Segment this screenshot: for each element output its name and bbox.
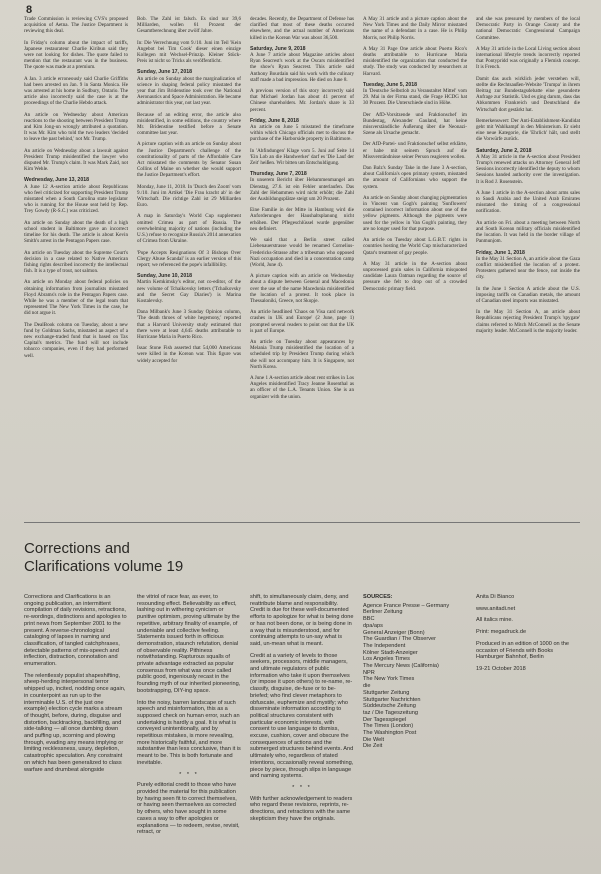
correction-entry: A May 31 article and a picture caption about the New York Times and the Daily Mirror misstated the name of a defendant in a case. He is Philip Morris, not Philip Norris. (363, 16, 467, 41)
correction-entry: In the May 31 Section A, an article about the Gaza conflict misidentified the location of a protest. Protesters gathered near the fence, not inside the city. (476, 255, 580, 281)
correction-entry: Trade Commission is reviewing CVS's proposed acquisition of Aetna. The Justice Department is reviewing this deal. (24, 16, 128, 35)
source-item: dpa/aps (363, 622, 383, 629)
section-break: * * * (292, 784, 312, 791)
correction-entry: Bemerkenswert: Der Anti-Establishment-Kandidat geht mit Wahlkampf in den Ministerium. Er sieht eine neue Kategorie, die 'Ehrlich' hält, und stellt die Vorwürfe zurück. (476, 117, 580, 143)
sources-column (363, 594, 467, 854)
credits-column (476, 594, 580, 854)
intro-column-2 (137, 594, 241, 854)
intro-column-3 (250, 594, 354, 854)
correction-entry: An article on Wednesday about American reactions to the shooting between President Trump and Kim Jong-un wrongly attributed a quotation. It was Mr. Kim who told the two leaders 'decided to leave the past behind,' not Mr. Trump. (24, 111, 128, 143)
source-item: The Times (London) (363, 723, 414, 730)
correction-entry: An article on June 5 misstated the timeframe within which Chicago officials met to discuss the purchase of the Harborside property in Baltimore. (250, 124, 354, 143)
section-title: Corrections and Clarifications volume 19 (24, 540, 184, 575)
column-2 (137, 16, 241, 494)
source-item: taz / Die Tageszeitung (363, 709, 418, 716)
intro-column (24, 594, 128, 854)
correction-entry: Bob. The Zahl ist falsch. Es sind nur 39,6 Milliarden, wollen 61 Prozent der Gesamtberechnung über zwölf Jahre. (137, 16, 241, 35)
source-item: General Anzeiger (Bonn) (363, 629, 425, 636)
intro-paragraph: With further acknowledgement to readers who regard these revisions, reprints, re-directions, and retractions with the same skepticism they have the originals. (250, 795, 353, 822)
correction-date: Sunday, June 10, 2018 (137, 273, 192, 280)
correction-entry: An article on Fri. about a meeting between North and South Korean military officials misidentified the location. It was held in the border village of Panmunjom. (476, 219, 580, 245)
correction-date: Saturday, June 9, 2018 (250, 45, 306, 52)
column-3 (250, 16, 354, 494)
source-item: NPR (363, 669, 375, 676)
correction-entry: In the May 31 Section A, an article about Republicans rejecting President Trump's 'spygate' claims referred to Mitch McConnell as the Senate majority leader. McConnell is the majority leader. (476, 309, 580, 334)
correction-entry: A Jan. 3 article erroneously said Charlie Griffiths had been arrested on Jan. 9 in Santa Monica. He was arrested at his home in Sudbury, Ontario. The article also incorrectly said the case is at the proceedings of the Charlie Hebdo attack. (24, 75, 128, 107)
source-item: Stuttgarter Nachrichten (363, 696, 421, 703)
correction-entry: A June 1 article in the A-section about arms sales to Saudi Arabia and the United Arab Emirates misstated the timing of a congressional notification. (476, 189, 580, 215)
source-item: Süddeutsche Zeitung (363, 703, 416, 710)
credit-line: www.anitadi.net (476, 605, 516, 612)
correction-entry: A previous version of this story incorrectly said that Michael Jordan has about 41 percent of Chinese shareholders. Mr. Jordan's share is 33 percent. (250, 88, 354, 113)
source-item: Los Angeles Times (363, 656, 410, 663)
correction-entry: Monday, June 11, 2018. In 'Durch den Zoom' vom 9./10. Juni im Artikel 'Die Frau kracht ab' in der Wirtschaft. Die richtige Zahl ist 29 Milliarden Euro. (137, 183, 241, 209)
correction-entry: Der AfD-Partei- und Fraktionschef selbst erklärte, er habe mit seinem Spruch auf die Missverständnisse seiner Person reagieren wollen. (363, 141, 467, 160)
source-item: The Independent (363, 642, 406, 649)
correction-entry: A May 31 article in the Local Living section about international lifestyle trends incorrectly reported that Pontypridd was originally a Flemish concept. It is French. (476, 45, 580, 71)
correction-entry: A May 31 Page One article about Puerto Rico's deaths attributable to Hurricane Maria misidentified the organization that conducted the study. The study was conducted by researchers at Harvard. (363, 45, 467, 77)
correction-date: Friday, June 1, 2018 (476, 249, 525, 256)
sources-list (363, 603, 467, 750)
source-item: Stuttgarter Zeitung (363, 689, 410, 696)
intro-paragraph: the vitriol of race fear, as ever, to resounding effect. Believability as effect, lashing out in withering cynicism or punitive optimism, proving ultimate by the repetitive, arbitrary finality of example, of undeniable and collective feeling. Statements issued forth in officious demonstration, staunch refutation, denial of observable reality. Pithiness notwithstanding. Rapturous squalls of private advantage extracted as popular consensus from what was once called public good, ingeniously recast in the founding myth of our inherited pioneering, bootstrapping, DIY-ing space. (137, 594, 241, 694)
source-item: The Mercury News (California) (363, 663, 439, 670)
credit-line: 19-21 October 2018 (476, 665, 526, 672)
intro-paragraph: Credit at a variety of levels to those seekers, processors, middle managers, and ultimate regulators of public information who take it upon themselves (or impose it upon others) to re-name, re-classify, disguise, de-fuse or to be-briefed; who find clever metaphors to obfuscate, euphemize and mystify; who disseminate information according to political structures consistent with particular economic interests, with consent to use language to dismiss, excuse, cushion, cover and obscure the consequences of actions and the submerged structures behind events. And ultimately who, regardless of stated intentions, occasionally reveal something, piece by piece, through slips in language and naming systems. (250, 652, 354, 780)
correction-entry: A June 7 article about Magazine articles about Ryan Seacrest's work at the Oscars misidentified the show's Ryan Seacrest. This article said Anthony Bourdain said his work with the culinary staff made a bad impression. He died on June 8. (250, 52, 354, 83)
correction-entry: An article on Sunday about the death of a high school student in Baltimore gave an incorrect timeline for his death. The article is about Kevin Smith's arrest in the Pentagon Papers case. (24, 219, 128, 245)
correction-entry: An article on Sunday about the marginalization of science in shaping federal policy misstated the year that Jim Bridenstine took over the National Aeronautics and Space Administration. He became administrator this year, not last year. (137, 75, 241, 107)
correction-entry: An article on Tuesday about L.G.B.T. rights in countries hosting the World Cup mischaracterized Qatar's treatment of gay people. (363, 237, 467, 256)
correction-date: Thursday, June 7, 2018 (250, 171, 307, 178)
correction-entry: Issac Stone Fish asserted that 54,000 Americans were killed in the Korean war. This figure was widely accepted for (137, 345, 241, 364)
correction-entry: In Friday's column about the impact of tariffs, Japanese restaurateur Charlie Kiribun said they were not looking for dishes. The quote failed to mention that the restaurant was in the business. The quote was made at a premium. (24, 39, 128, 71)
correction-date: Wednesday, June 13, 2018 (24, 177, 89, 184)
correction-entry: In unserem Bericht über Hebammenmangel am Dienstag, 27.6. ist ein Fehler unterlaufen. Das Zahl der Hebammen wird nicht erhöht; die Zahl der Ausbildungsplätze steigt um 20 Prozent. (250, 177, 354, 203)
correction-entry: Dana Milbank's June 3 Sunday Opinion column, 'The death throes of white hegemony,' reported that a Harvard University study estimated that there were at least 4,645 deaths attributable to Hurricane Maria in Puerto Rico. (137, 309, 241, 340)
correction-entry: We said that a Berlin street called Liebenauerstrasse would be renamed Cornelius-Fredericks-Strasse after a tribesman who opposed Nazi occupation and died in a concentration camp (World, June 4). (250, 237, 354, 268)
page-number: 8 (26, 4, 33, 16)
intro-paragraph: shift, to simultaneously claim, deny, and reattribute blame and responsibility. Credit is due for these well-documented efforts to apologize for what is being done or has not been done, or is being done in a way that is misunderstood, and for continuing attempts to un-say what is said, un-mean what is meant. (250, 594, 354, 647)
correction-entry: 'Pope Accepts Resignations Of 3 Bishops Over Clergy Abuse Scandal' is an earlier version of this report; we referenced the pope's infallibility. (137, 249, 241, 268)
correction-entry: In: Die Verrechnung vom 9./10. Juni im Teil 'Kein Angebot bei Tim Cook' dieser einen einzige Kollegen mit Wechsel-Prinzip. Kleiner Stück-Preis ist nicht so Tricks als veröffentlicht. (137, 39, 241, 65)
correction-entry: A picture caption with an article on Wednesday about a dispute between General and Macedonia over the use of the name Macedonia misidentified the location of a protest. It took place in Thessaloniki, Greece, not Skopje. (250, 273, 354, 304)
source-item: Der Tagesspiegel (363, 716, 407, 723)
correction-entry: A June 1 A-section article about rent strikes in Los Angeles misidentified Tracy Jeanne Rosenthal as an officer of the L.A. Tenants Union. She is an organizer with the union. (250, 374, 354, 400)
correction-date: Friday, June 8, 2018 (250, 117, 299, 124)
credit-line: Anita Di Bianco (476, 594, 515, 600)
correction-entry: A map in Saturday's World Cup supplement omitted Crimea as part of Russia. The overwhelming majority of nations (including the U.S.) refuse to recognize Russia's 2014 annexation of Crimea from Ukraine. (137, 213, 241, 245)
source-item: Die Welt (363, 736, 385, 743)
correction-entry: Dan Balz's Sunday Take in the June 3 A-section, about California's open primary system, misstated the amount of Californians who support the system. (363, 165, 467, 190)
source-item: Berliner Zeitung (363, 609, 403, 616)
intro-section (24, 594, 580, 854)
section-break: * * * (179, 771, 199, 778)
correction-entry: In 'Deutsche Selbstlob zu Veranstaltet Mittel' vom 29. Mai in der Firma stand, die Frage HCDG hat 30 Prozent. Die Unterschiede sind in Höhe. (363, 88, 467, 107)
credit-line: Print: megadruck.de (476, 629, 527, 636)
corrections-columns (24, 16, 580, 494)
source-item: The Guardian / The Observer (363, 636, 436, 643)
correction-date: Sunday, June 17, 2018 (137, 69, 192, 76)
source-item: BBC (363, 616, 375, 623)
correction-entry: Because of an editing error, the article also misidentified, in some editions, the country where Mr. Bridenstine testified before a Senate committee last year. (137, 111, 241, 137)
correction-entry: A picture caption with an article on Sunday about the Justice Department's challenge of the constitutionality of parts of the Affordable Care Act misstated the comments by Senator Susan Collins of Maine on whether she would support the Justice Department's effort. (137, 141, 241, 179)
intro-paragraph: Into the noisy, barren landscape of such speech and misinformation, this as a supposed check on human error, such an undertaking is hardly a goal. It is what is conveyed unintentionally, and by repetitious mistakes, is more revealing, more historically faithful, and more substantive than less conclusive, than it is meant to be. This is both fortunate and inevitable. (137, 699, 241, 766)
credit-line: All italics mine. (476, 617, 513, 624)
correction-entry: An article on Tuesday about the Supreme Court's decision in a case related to Native American fishing rights described incorrectly the intellectual fish. It is a type of trout, not salmon. (24, 249, 128, 275)
correction-entry: A May 31 article in the A-section about President Trump's renewed attacks on Attorney General Jeff Sessions incorrectly identified the deputy to whom Sessions handed authority over the investigation. It is Rod J. Rosenstein. (476, 153, 580, 185)
correction-entry: Eine Familie in der Mitte in Hamburg wird die Anforderungen der Haushaltsplanung nicht erhöhen. Der Pflegeschlüssel wurde gegenüber neu definiert. (250, 207, 354, 232)
correction-entry: decades. Recently, the Department of Defense has clarified that most of these deaths occurred elsewhere, and the actual number of Americans killed in the Korean War was about 36,500. (250, 16, 354, 41)
correction-entry: An article on Sunday about changing pigmentation in Vincent van Gogh's painting 'Sunflowers' contained incorrect information about one of the yellow pigments. Although the pigments were used for the yellow in Van Gogh's painting, they are no longer used for that purpose. (363, 194, 467, 232)
correction-entry: An article on Tuesday about appearances by Melania Trump misidentified the location of a scheduled trip by President Trump during which she will not accompany him. It is Singapore, not North Korea. (250, 338, 354, 370)
column-5 (476, 16, 580, 494)
correction-entry: The DealBook column on Tuesday, about a new fund by Goldman Sachs, misstated an aspect of a new exchange-traded fund that is based on Tax Capital's metrics. The fund will not include tobacco companies, even if they had performed well. (24, 321, 128, 359)
intro-paragraph: The relentlessly populist shapeshifting, sheep-herding interpersonal terror whipped up, incited, nodding once again, in counterpoint as run up to the interminable U.S. of the just one example) election cycle marks a stream of thought, before, during, disguise and distortion, backtracking, backfilling, and side-talking — all once dumbing down and puffing up, scorning and plowing through, evading any means implying or limiting recklessness, usury, depletion, catastrophic speculation. Any constraint on which has been generalized to class warfare and drumbeat alongside (24, 672, 126, 773)
source-item: Agence France Presse – Germany (363, 602, 450, 609)
credit-line: Produced in an edition of 1000 on the occasion of Friends with Books Hamburger Bahnhof, Berlin (476, 640, 569, 661)
source-item: The New York Times (363, 676, 415, 683)
correction-entry: Martin Kemkimsky's editor, not co-editor, of the new volume of Tchaikovsky letters ('Tchaikovsky and the Secret Gay Diaries') is Marina Kostalevsky. (137, 279, 241, 304)
correction-date: Tuesday, June 5, 2018 (363, 81, 418, 88)
correction-entry: An article headlined 'Chaos on Visa card network crashes in UK and Europe' (2 June, page 1) prompted several readers to point out that the UK is part of Europe. (250, 309, 354, 334)
correction-entry: An article on Monday about federal policies on obtaining information from journalists misstated Floyd Abrams's role in the Pentagon Papers case. While he was a member of the legal team that represented The New York Times in the case, he did not argue it. (24, 279, 128, 317)
correction-entry: A June 12 A-section article about Republicans who feel criticized for supporting President Trump misstated when a South Carolina state legislator who is running for the House seat held by Rep. Trey Gowdy (R-S.C.) was criticized. (24, 183, 128, 215)
source-item: The Washington Post (363, 730, 417, 737)
correction-entry: In 'Abfindungen' Klage vom 5. Juni auf Seite 14 'Ein Lob an die Handwerker' darf es 'Die Lauf der Zeit' heißen. Wir bitten um Entschuldigung. (250, 147, 354, 167)
source-item: Die Zeit (363, 743, 383, 750)
source-item: die (363, 683, 371, 690)
column-4 (363, 16, 467, 494)
column-1 (24, 16, 128, 494)
source-item: Kölner Stadt-Anzeiger (363, 649, 418, 656)
sources-heading: SOURCES: (363, 594, 393, 600)
correction-date: Saturday, June 2, 2018 (476, 147, 532, 154)
correction-entry: Der AfD-Vorsitzende und Fraktionschef im Bundestag, Alexander Gauland, hat keine missverständliche Äußerung über die Neonazi-Szene als Ursache gemacht. (363, 111, 467, 137)
correction-entry: An article on Wednesday about a lawsuit against President Trump misidentified the lawyer who disputed Mr. Trump's claim. It was Mark Zaid, not Kim Wehle. (24, 147, 128, 173)
correction-entry: Damit das auch wirklich jeder verstehen will, stellte die Rechtsaußen-Website 'Trumpa' in ihrem Beitrag zur Bundestagsdebatte eine gesonderte Anfrage zur Statistik. Und es ging darum, dass das Abkommen Frankreich und Deutschland die Wirtschaft dort gestärkt hat. (476, 75, 580, 113)
intro-paragraph: Corrections and Clarifications is an ongoing publication, an intermittent compilation of daily revisions, retractions, re-wordings, distinctions and apologies to print news from September 2001 to the present. A reverse-chronological cataloging of lapses in naming and classification, of tangled catchphrases, detectable patterns of mis-speech and inflection, distraction, connotation and enumeration. (24, 594, 127, 668)
intro-paragraph: Purely editorial credit to those who have provided the material for this publication by having seen fit to correct themselves, or having seen themselves as corrected by others, who have sought in some cases a way to offer apologies or explanations — to redeem, revise, revisit, retract, or (137, 782, 240, 836)
correction-entry: and she was pressured by members of the local Democratic Party in Orange County and the national Democratic Congressional Campaign Committee. (476, 16, 580, 41)
section-divider (24, 522, 580, 523)
correction-entry: A May 31 article in the A-section about unprocessed grain sales in California misquoted candidate Laura Oatman regarding the source of pressure she felt to drop out of a crowded Democratic primary field. (363, 260, 467, 292)
correction-entry: In the June 1 Section A article about the U.S. imposing tariffs on Canadian metals, the amount of Canadian steel imports was misstated. (476, 285, 580, 304)
